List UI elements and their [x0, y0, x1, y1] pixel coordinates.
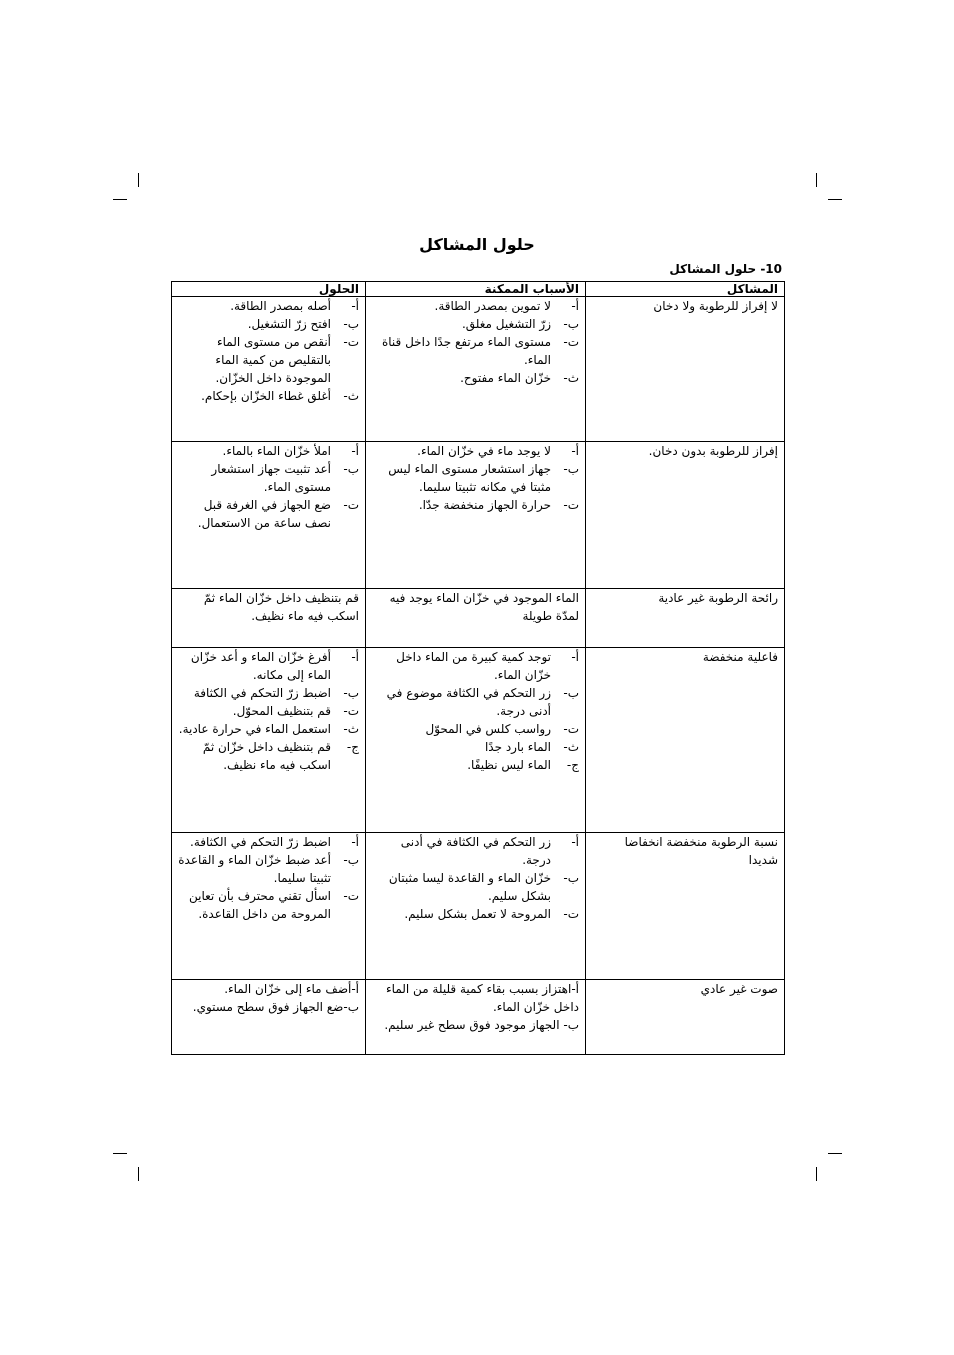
list-item: ت- ضع الجهاز في الغرفة قبل نصف ساعة من الاستعمال.	[197, 498, 359, 530]
crop-mark	[113, 1153, 127, 1154]
list-item: أ- أصله بمصدر الطاقة.	[230, 299, 359, 313]
crop-mark	[138, 173, 139, 187]
solutions-cell	[172, 297, 366, 442]
list-item: ب- اضبط زرّ التحكم في الكثافة	[193, 686, 359, 700]
table-row	[172, 589, 785, 648]
solutions-cell	[172, 980, 366, 1055]
header-problems: المشاكل	[586, 282, 785, 297]
solutions-cell	[172, 648, 366, 833]
list-item: ت- حرارة الجهاز منخفضة جدّا.	[418, 498, 579, 512]
list-item: ت- قم بتنظيف المحوّل.	[232, 704, 359, 718]
list-item: ب- افتح زرّ التشغيل.	[247, 317, 359, 331]
list-item: أ- زر التحكم في الكثافة في أدنى درجة.	[400, 835, 579, 867]
list-item: أ- توجد كمية كبيرة من الماء داخل خزّان الماء.	[396, 650, 579, 682]
list-item: ج- الماء ليس نظيفًا.	[467, 758, 579, 772]
list-item: أ- أفرغ خزّان الماء و أعد خزّان الماء إلى مكانه.	[190, 650, 359, 682]
list-item: ب- خزّان الماء و القاعدة ليسا مثبتان بشكل سليم.	[388, 871, 579, 903]
list-item: ت- اسأل تقني محترف بأن تعاين المروحة من داخل القاعدة.	[189, 889, 359, 921]
problem-cell: نسبة الرطوبة منخفضة انخفاضا شديدا	[586, 833, 785, 980]
causes-cell	[366, 833, 586, 980]
problem-cell: فاعلية منخفضة	[586, 648, 785, 833]
list-item: أ- املأ خزّان الماء بالماء.	[222, 444, 359, 458]
list-item: ث- الماء بارد جدًا	[484, 740, 579, 754]
crop-mark	[828, 199, 842, 200]
list-item: ت- أنقص من مستوى الماء بالتقليص من كمية الماء الموجودة داخل الخزّان.	[215, 335, 359, 385]
problem-cell: رائحة الرطوبة غير عادية	[586, 589, 785, 648]
list-item: أ- لا يوجد ماء في خزّان الماء.	[417, 444, 579, 458]
causes-cell	[366, 442, 586, 589]
table-header-row	[172, 282, 785, 297]
troubleshooting-table	[171, 281, 785, 1055]
list-item: ب- زر التحكم في الكثافة موضوع في أدنى درجة.	[386, 686, 579, 718]
table-row	[172, 297, 785, 442]
problem-cell: إفراز للرطوبة بدون دخان.	[586, 442, 785, 589]
crop-mark	[138, 1167, 139, 1181]
list-item: ب- أعد ضبط خزّان الماء و القاعدة تثبيتا سليما.	[178, 853, 359, 885]
crop-mark	[816, 173, 817, 187]
table-row	[172, 442, 785, 589]
list-item: ث- أغلق غطاء الخزّان بإحكام.	[201, 389, 359, 403]
crop-mark	[113, 199, 127, 200]
problem-cell: صوت غير عادي	[586, 980, 785, 1055]
table-row	[172, 648, 785, 833]
cause-line: أ-اهتزاز بسبب بقاء كمية قليلة من الماء داخل خزّان الماء.	[386, 982, 579, 1014]
crop-mark	[828, 1153, 842, 1154]
page-title: حلول المشاكل	[419, 235, 535, 254]
list-item: ت- المروحة لا تعمل بشكل سليم.	[404, 907, 579, 921]
list-item: ت- مستوى الماء مرتفع جدًا داخل قناة الماء.	[381, 335, 579, 367]
cause-line: ب- الجهاز موجود فوق سطح غير سليم.	[384, 1018, 579, 1032]
list-item: ت- رواسب كلس في المحوّل	[425, 722, 579, 736]
list-item: ج- قم بتنظيف داخل خزّان ثمّ اسكب فيه ماء نظيف.	[202, 740, 359, 772]
solution-line: ب-ضع الجهاز فوق سطح مستوي.	[192, 1000, 359, 1014]
solution-line: أ-أضف ماء إلى خزّان الماء.	[224, 982, 359, 996]
table-row	[172, 833, 785, 980]
header-causes: الأسباب الممكنة	[366, 282, 586, 297]
solutions-cell: قم بتنظيف داخل خزّان الماء ثمّ اسكب فيه ماء نظيف.	[172, 589, 366, 648]
section-heading: 10- حلول المشاكل	[669, 262, 782, 276]
table-row	[172, 980, 785, 1055]
list-item: أ- اضبط زرّ التحكم في الكثافة.	[190, 835, 359, 849]
list-item: ب- أعد تثبيت جهاز استشعار مستوى الماء.	[211, 462, 359, 494]
problem-cell: لا إفراز للرطوبة ولا دخان	[586, 297, 785, 442]
solutions-cell	[172, 833, 366, 980]
crop-mark	[816, 1167, 817, 1181]
causes-cell: الماء الموجود في خزّان الماء يوجد فيه لمدّة طويلة	[366, 589, 586, 648]
list-item: ث- خزّان الماء مفتوح.	[460, 371, 579, 385]
list-item: ب- زرّ التشغيل مغلق.	[461, 317, 579, 331]
causes-cell	[366, 648, 586, 833]
list-item: ب- جهاز استشعار مستوى الماء ليس مثبتا في مكانه تثبيتا سليما.	[388, 462, 579, 494]
causes-cell	[366, 297, 586, 442]
list-item: أ- لا تموين بمصدر الطاقة.	[434, 299, 579, 313]
solutions-cell	[172, 442, 366, 589]
list-item: ث- استعمل الماء في حرارة عادية.	[178, 722, 359, 736]
causes-cell	[366, 980, 586, 1055]
header-solutions: الحلول	[172, 282, 366, 297]
